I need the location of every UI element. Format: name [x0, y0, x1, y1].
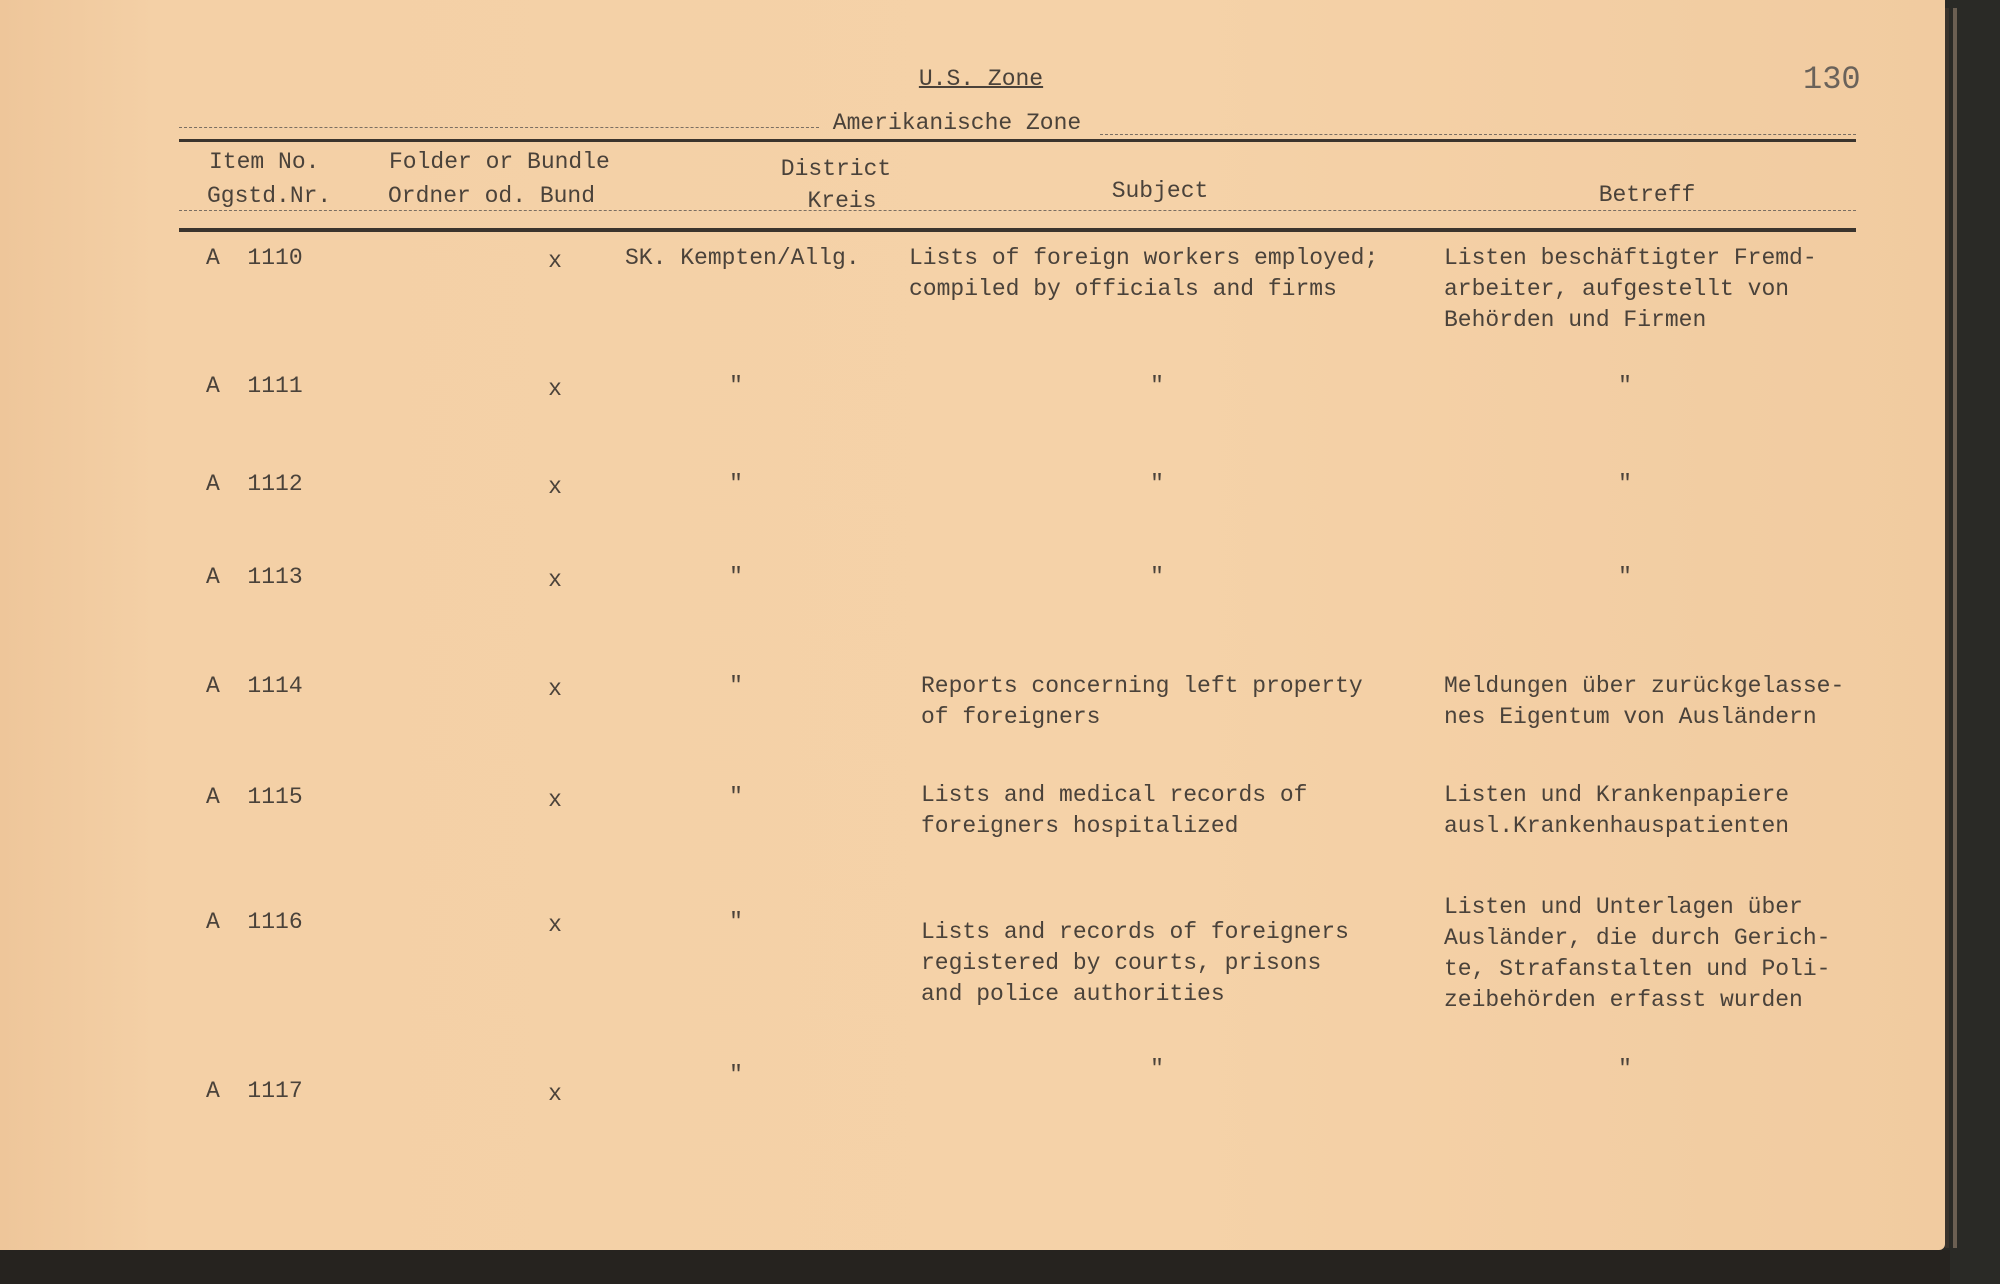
- item-number: A 1115: [206, 784, 303, 810]
- col-folder-en: Folder or Bundle: [389, 149, 610, 175]
- divider: [1100, 134, 1856, 135]
- subject-ditto: ": [1150, 564, 1164, 590]
- district-ditto: ": [729, 564, 743, 590]
- folder-mark: x: [548, 567, 562, 593]
- col-subject: Subject: [1111, 178, 1209, 204]
- item-number: A 1113: [206, 564, 303, 590]
- folder-mark: x: [548, 474, 562, 500]
- col-folder-de: Ordner od. Bund: [388, 183, 596, 209]
- folder-mark: x: [548, 1081, 562, 1107]
- col-betreff: Betreff: [1598, 182, 1696, 208]
- folder-mark: x: [548, 912, 562, 938]
- subject: Lists and records of foreigners registered by courts, prisons and police authorities: [921, 919, 1349, 1007]
- subject-ditto: ": [1150, 471, 1164, 497]
- district-ditto: ": [729, 784, 743, 810]
- folder-mark: x: [548, 248, 562, 274]
- page-number: 130: [1803, 61, 1861, 98]
- col-item-en: Item No.: [209, 149, 320, 175]
- district-ditto: ": [729, 1062, 743, 1088]
- item-number: A 1116: [206, 909, 303, 935]
- item-number: A 1114: [206, 673, 303, 699]
- betreff-ditto: ": [1618, 373, 1632, 399]
- district-ditto: ": [729, 909, 743, 935]
- zone-title-de: Amerikanische Zone: [832, 110, 1082, 136]
- page-edge: [1953, 8, 1957, 1248]
- header-rule-bottom: [179, 228, 1856, 232]
- col-item-de: Ggstd.Nr.: [207, 183, 332, 209]
- betreff-ditto: ": [1618, 471, 1632, 497]
- betreff-ditto: ": [1618, 564, 1632, 590]
- subject-ditto: ": [1150, 1056, 1164, 1082]
- folder-mark: x: [548, 376, 562, 402]
- betreff: Listen und Unterlagen über Ausländer, die durch Gerich- te, Strafanstalten und Poli- zeibehörden erfasst wurden: [1444, 894, 1831, 1013]
- col-district-en: District: [780, 156, 892, 182]
- betreff: Listen und Krankenpapiere ausl.Krankenhauspatienten: [1444, 782, 1790, 839]
- subject-ditto: ": [1150, 373, 1164, 399]
- item-number: A 1117: [206, 1078, 303, 1104]
- item-number: A 1111: [206, 373, 303, 399]
- folder-mark: x: [548, 787, 562, 813]
- subject: Reports concerning left property of foreigners: [921, 673, 1363, 730]
- item-number: A 1110: [206, 245, 303, 271]
- betreff: Listen beschäftigter Fremd- arbeiter, aufgestellt von Behörden und Firmen: [1444, 245, 1817, 333]
- district-ditto: ": [729, 471, 743, 497]
- betreff: Meldungen über zurückgelasse- nes Eigentum von Ausländern: [1444, 673, 1845, 730]
- divider: [179, 127, 819, 128]
- subject: Lists and medical records of foreigners hospitalized: [921, 782, 1308, 839]
- background: [0, 1250, 1950, 1284]
- subject: Lists of foreign workers employed; compiled by officials and firms: [909, 245, 1379, 302]
- betreff-ditto: ": [1618, 1056, 1632, 1082]
- col-district-de: Kreis: [807, 188, 877, 214]
- district-ditto: ": [729, 673, 743, 699]
- district: SK. Kempten/Allg.: [625, 245, 860, 271]
- district-ditto: ": [729, 373, 743, 399]
- header-rule-top: [179, 139, 1856, 142]
- folder-mark: x: [548, 676, 562, 702]
- item-number: A 1112: [206, 471, 303, 497]
- page-edge: [1945, 8, 1949, 1248]
- zone-title-en: U.S. Zone: [918, 66, 1044, 92]
